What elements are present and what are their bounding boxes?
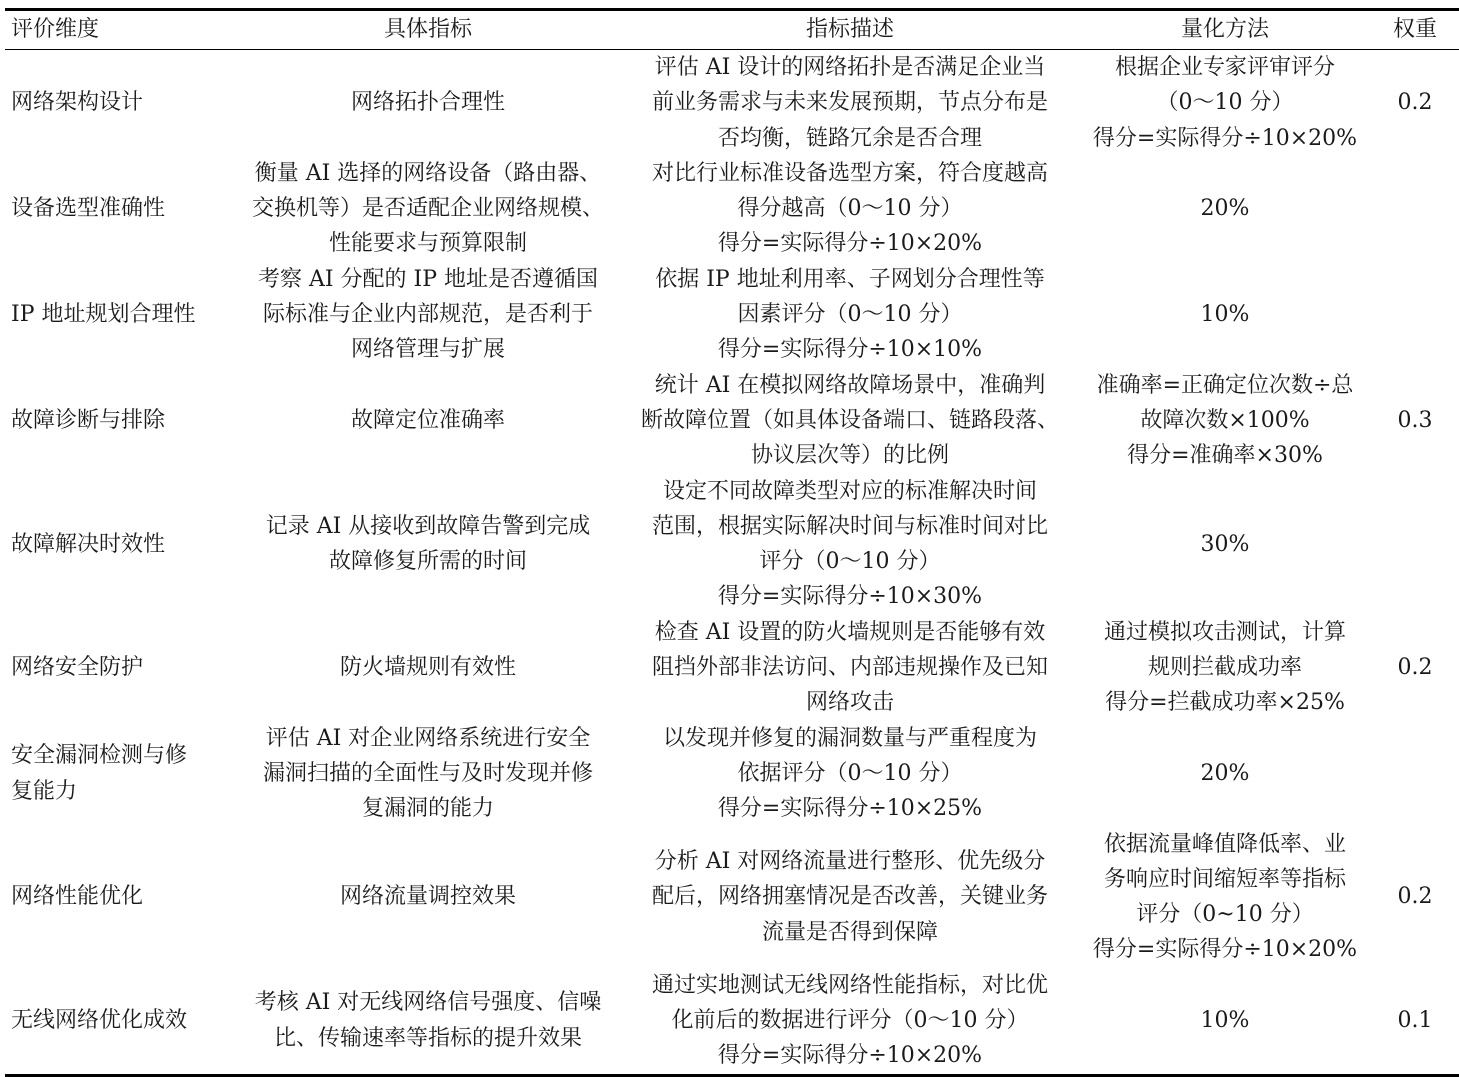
cell-method-line: 故障次数×100% [1140, 407, 1310, 433]
cell-description-line: 评分（0～10 分） [759, 549, 941, 575]
cell-description-line: 以发现并修复的漏洞数量与严重程度为 [662, 725, 1037, 751]
cell-indicator-line: 防火墙规则有效性 [339, 655, 516, 681]
cell-description-line: 依据 IP 地址利用率、子网划分合理性等 [655, 266, 1045, 292]
cell-description-line: 设定不同故障类型对应的标准解决时间 [662, 478, 1037, 504]
cell-dimension-line: 网络性能优化 [11, 884, 144, 910]
cell-dimension [5, 368, 235, 474]
cell-weight: 0.2 [1397, 655, 1433, 681]
cell-description-line: 流量是否得到保障 [761, 919, 938, 945]
cell-dimension-line: 安全漏洞检测与修 [11, 743, 188, 769]
cell-method [1079, 827, 1371, 968]
table-row [5, 368, 1459, 474]
table-row [5, 156, 1459, 262]
cell-indicator-line: 网络管理与扩展 [350, 337, 505, 363]
header-description: 指标描述 [621, 10, 1079, 50]
cell-indicator [235, 156, 621, 262]
cell-weight [1371, 474, 1459, 615]
cell-description [621, 474, 1079, 615]
cell-dimension-line: 网络安全防护 [11, 655, 144, 681]
cell-description [621, 262, 1079, 368]
cell-weight [1371, 262, 1459, 368]
cell-dimension [5, 968, 235, 1075]
cell-indicator-line: 际标准与企业内部规范，是否利于 [262, 302, 593, 328]
header-weight: 权重 [1371, 10, 1459, 50]
cell-indicator [235, 474, 621, 615]
cell-dimension-line: 复能力 [11, 778, 78, 804]
cell-dimension-line: 无线网络优化成效 [11, 1008, 188, 1034]
cell-method-line: 评分（0~10 分） [1136, 902, 1314, 928]
cell-method-line: 得分=拦截成功率×25% [1105, 690, 1345, 716]
cell-method-line: 依据流量峰值降低率、业 [1103, 831, 1346, 857]
cell-indicator [235, 368, 621, 474]
cell-weight [1371, 156, 1459, 262]
cell-method [1079, 615, 1371, 721]
cell-method-line: 20% [1200, 196, 1250, 222]
cell-method-line: 得分=实际得分÷10×20% [1092, 125, 1358, 151]
cell-description-line: 得分=实际得分÷10×20% [717, 1043, 983, 1069]
cell-method-line: 10% [1200, 302, 1250, 328]
cell-weight: 0.2 [1397, 884, 1433, 910]
cell-weight [1371, 721, 1459, 827]
table-row [5, 827, 1459, 968]
cell-description-line: 得分=实际得分÷10×30% [717, 584, 983, 610]
cell-indicator-line: 考核 AI 对无线网络信号强度、信噪 [254, 990, 602, 1016]
cell-method-line: 务响应时间缩短率等指标 [1103, 866, 1346, 892]
cell-indicator-line: 交换机等）是否适配企业网络规模、 [251, 196, 604, 222]
cell-method-line: 规则拦截成功率 [1147, 655, 1302, 681]
cell-dimension [5, 156, 235, 262]
cell-description [621, 721, 1079, 827]
cell-method [1079, 50, 1371, 156]
table-row [5, 721, 1459, 827]
cell-description-line: 通过实地测试无线网络性能指标，对比优 [651, 972, 1048, 998]
cell-indicator-line: 性能要求与预算限制 [328, 231, 527, 257]
cell-method-line: 20% [1200, 760, 1250, 786]
cell-method-line: （0～10 分） [1156, 90, 1294, 116]
cell-method-line: 根据企业专家评审评分 [1114, 55, 1335, 80]
table-body [5, 50, 1459, 1076]
cell-description-line: 配后，网络拥塞情况是否改善，关键业务 [651, 884, 1048, 910]
cell-indicator [235, 262, 621, 368]
cell-method-line: 10% [1200, 1008, 1250, 1034]
cell-description-line: 协议层次等）的比例 [750, 443, 949, 469]
cell-description [621, 50, 1079, 156]
cell-method [1079, 474, 1371, 615]
cell-description [621, 156, 1079, 262]
cell-method [1079, 721, 1371, 827]
table-row [5, 474, 1459, 615]
cell-method-line: 30% [1200, 531, 1250, 557]
cell-description-line: 统计 AI 在模拟网络故障场景中，准确判 [654, 372, 1046, 398]
cell-method [1079, 156, 1371, 262]
cell-description-line: 分析 AI 对网络流量进行整形、优先级分 [654, 849, 1046, 875]
cell-method [1079, 368, 1371, 474]
cell-description-line: 评估 AI 设计的网络拓扑是否满足企业当 [654, 55, 1046, 80]
cell-indicator-line: 记录 AI 从接收到故障告警到完成 [265, 513, 591, 539]
cell-dimension [5, 721, 235, 827]
cell-description-line: 对比行业标准设备选型方案，符合度越高 [651, 160, 1048, 186]
cell-indicator-line: 网络流量调控效果 [339, 884, 516, 910]
cell-dimension [5, 615, 235, 721]
cell-indicator-line: 衡量 AI 选择的网络设备（路由器、 [254, 160, 602, 186]
cell-dimension [5, 262, 235, 368]
cell-dimension [5, 474, 235, 615]
header-row [5, 10, 1459, 50]
cell-description-line: 得分=实际得分÷10×25% [717, 796, 983, 822]
cell-method-line: 得分=准确率×30% [1127, 443, 1323, 469]
cell-method-line: 得分=实际得分÷10×20% [1092, 937, 1358, 963]
cell-description-line: 得分=实际得分÷10×10% [717, 337, 983, 363]
cell-indicator [235, 968, 621, 1075]
cell-indicator-line: 复漏洞的能力 [361, 796, 494, 822]
cell-description-line: 得分=实际得分÷10×20% [717, 231, 983, 257]
cell-indicator-line: 漏洞扫描的全面性与及时发现并修 [262, 760, 593, 786]
cell-indicator [235, 721, 621, 827]
cell-method [1079, 262, 1371, 368]
cell-description [621, 615, 1079, 721]
cell-method [1079, 968, 1371, 1075]
cell-indicator-line: 考察 AI 分配的 IP 地址是否遵循国 [257, 266, 599, 292]
cell-indicator [235, 50, 621, 156]
table-row [5, 50, 1459, 156]
cell-dimension [5, 50, 235, 156]
cell-dimension-line: IP 地址规划合理性 [11, 302, 196, 328]
table-row [5, 615, 1459, 721]
cell-dimension-line: 网络架构设计 [11, 90, 144, 116]
cell-indicator-line: 比、传输速率等指标的提升效果 [273, 1025, 582, 1051]
cell-description-line: 得分越高（0～10 分） [737, 196, 963, 222]
cell-description-line: 否均衡，链路冗余是否合理 [717, 125, 982, 151]
cell-indicator-line: 评估 AI 对企业网络系统进行安全 [265, 725, 591, 751]
evaluation-table [5, 8, 1459, 1077]
cell-dimension-line: 设备选型准确性 [11, 196, 166, 222]
table-row [5, 262, 1459, 368]
cell-indicator-line: 网络拓扑合理性 [350, 90, 505, 116]
header-method: 量化方法 [1079, 10, 1371, 50]
cell-method-line: 准确率=正确定位次数÷总 [1096, 372, 1354, 398]
header-dimension: 评价维度 [5, 10, 235, 50]
cell-weight: 0.1 [1371, 968, 1459, 1075]
cell-indicator [235, 827, 621, 968]
cell-weight: 0.2 [1397, 90, 1433, 116]
cell-indicator-line: 故障修复所需的时间 [328, 549, 527, 575]
cell-description-line: 依据评分（0～10 分） [737, 760, 963, 786]
cell-indicator-line: 故障定位准确率 [350, 407, 505, 433]
cell-description-line: 范围，根据实际解决时间与标准时间对比 [651, 513, 1048, 539]
cell-description-line: 化前后的数据进行评分（0～10 分） [671, 1008, 1029, 1034]
cell-dimension [5, 827, 235, 968]
cell-description [621, 368, 1079, 474]
cell-description [621, 827, 1079, 968]
cell-dimension-line: 故障诊断与排除 [11, 407, 166, 433]
cell-dimension-line: 故障解决时效性 [11, 531, 166, 557]
cell-method-line: 通过模拟攻击测试，计算 [1103, 619, 1346, 645]
cell-description-line: 网络攻击 [805, 690, 894, 716]
cell-weight: 0.3 [1397, 407, 1433, 433]
cell-description-line: 检查 AI 设置的防火墙规则是否能够有效 [654, 619, 1046, 645]
header-indicator: 具体指标 [235, 10, 621, 50]
cell-indicator [235, 615, 621, 721]
table-row [5, 968, 1459, 1075]
cell-description-line: 前业务需求与未来发展预期，节点分布是 [651, 90, 1048, 116]
cell-description-line: 阻挡外部非法访问、内部违规操作及已知 [651, 655, 1048, 681]
cell-description-line: 因素评分（0～10 分） [737, 302, 963, 328]
cell-description [621, 968, 1079, 1075]
cell-description-line: 断故障位置（如具体设备端口、链路段落、 [640, 407, 1059, 433]
